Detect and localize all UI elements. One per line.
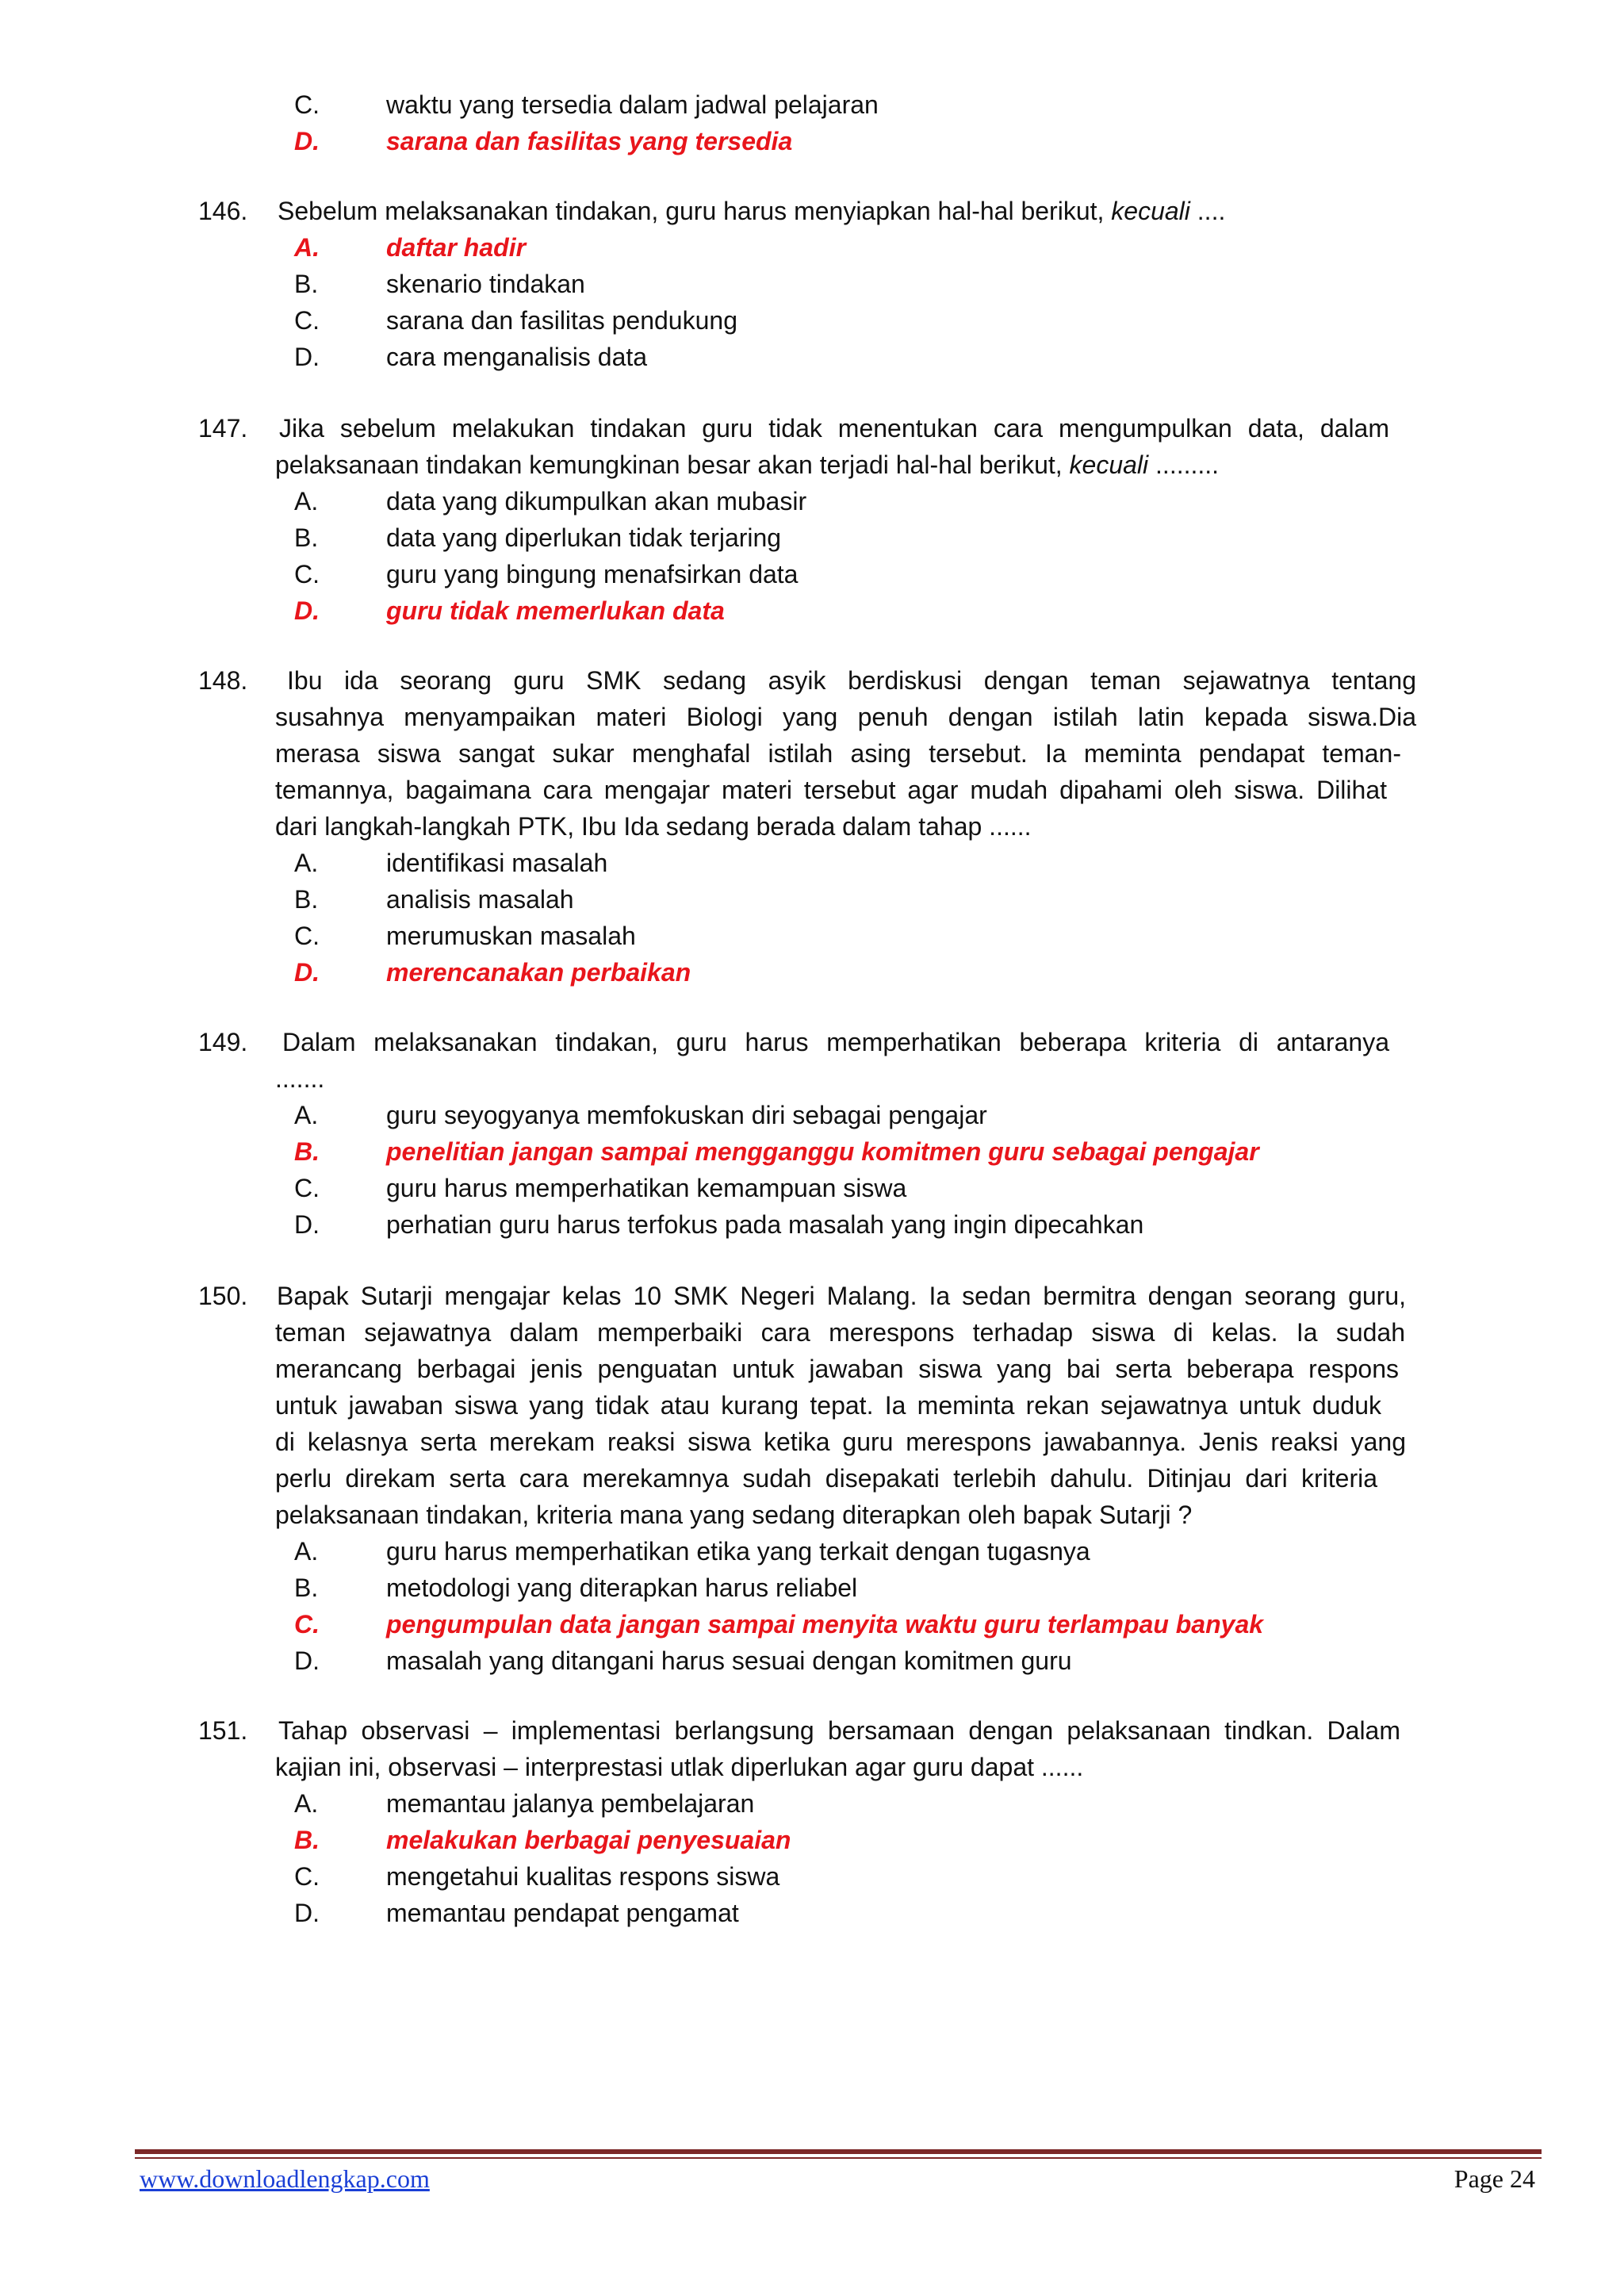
option-text: skenario tindakan [386, 270, 585, 298]
option-letter: A. [294, 233, 320, 262]
option-letter: D. [294, 127, 320, 155]
option-letter: C. [294, 922, 320, 950]
option-letter: D. [294, 958, 320, 987]
option-text: guru yang bingung menafsirkan data [386, 560, 799, 588]
option-text: sarana dan fasilitas pendukung [386, 306, 737, 335]
option-letter: D. [294, 1899, 320, 1927]
option-letter: B. [294, 523, 319, 552]
option-text: perhatian guru harus terfokus pada masalah yang ingin dipecahkan [386, 1210, 1144, 1239]
option-letter: C. [294, 560, 320, 588]
footer-website-link[interactable]: www.downloadlengkap.com [140, 2164, 430, 2193]
option-text: guru harus memperhatikan etika yang terkait dengan tugasnya [386, 1537, 1090, 1566]
option-letter: D. [294, 1210, 320, 1239]
question-line: perlu direkam serta cara merekamnya sudah disepakati terlebih dahulu. Ditinjau dari kriteria [275, 1464, 1377, 1493]
question-line: kajian ini, observasi – interprestasi utlak diperlukan agar guru dapat ...... [275, 1753, 1084, 1781]
question-number: 148. [198, 666, 248, 695]
option-letter: A. [294, 849, 319, 877]
option-letter: C. [294, 1610, 320, 1639]
option-letter: C. [294, 1174, 320, 1202]
option-text: daftar hadir [386, 233, 527, 262]
option-text: melakukan berbagai penyesuaian [386, 1826, 791, 1854]
footer-divider-thin [135, 2157, 1542, 2159]
option-text: metodologi yang diterapkan harus reliabel [386, 1573, 858, 1602]
question-line: untuk jawaban siswa yang tidak atau kurang tepat. Ia meminta rekan sejawatnya untuk duduk [275, 1391, 1381, 1420]
question-line: susahnya menyampaikan materi Biologi yang penuh dengan istilah latin kepada siswa.Dia [275, 703, 1416, 731]
question-line: pelaksanaan tindakan kemungkinan besar akan terjadi hal-hal berikut, [275, 450, 1063, 479]
option-text: analisis masalah [386, 885, 574, 914]
question-line: Bapak Sutarji mengajar kelas 10 SMK Negeri Malang. Ia sedan bermitra dengan seorang guru, [277, 1282, 1406, 1310]
option-text: memantau pendapat pengamat [386, 1899, 739, 1927]
option-letter: D. [294, 343, 320, 371]
option-text: data yang dikumpulkan akan mubasir [386, 487, 807, 516]
option-text: mengetahui kualitas respons siswa [386, 1862, 780, 1891]
option-text: masalah yang ditangani harus sesuai dengan komitmen guru [386, 1646, 1072, 1675]
question-line: pelaksanaan tindakan, kriteria mana yang sedang diterapkan oleh bapak Sutarji ? [275, 1501, 1193, 1529]
question-line: Ibu ida seorang guru SMK sedang asyik berdiskusi dengan teman sejawatnya tentang [287, 666, 1416, 695]
option-letter: D. [294, 1646, 320, 1675]
question-line: Dalam melaksanakan tindakan, guru harus memperhatikan beberapa kriteria di antaranya [282, 1028, 1389, 1056]
question-tail: .... [1197, 197, 1226, 225]
question-text [278, 195, 1225, 227]
option-text: waktu yang tersedia dalam jadwal pelajaran [386, 90, 879, 119]
option-text: guru tidak memerlukan data [386, 596, 725, 625]
option-text: guru harus memperhatikan kemampuan siswa [386, 1174, 907, 1202]
question-line: di kelasnya serta merekam reaksi siswa ketika guru merespons jawabannya. Jenis reaksi yang [275, 1428, 1406, 1456]
option-text: pengumpulan data jangan sampai menyita waktu guru terlampau banyak [386, 1610, 1264, 1639]
question-number: 146. [198, 197, 248, 225]
option-text: cara menganalisis data [386, 343, 648, 371]
question-emphasis: kecuali [1069, 450, 1149, 479]
option-text: identifikasi masalah [386, 849, 608, 877]
option-text: guru seyogyanya memfokuskan diri sebagai pengajar [386, 1101, 987, 1129]
question-line: Tahap observasi – implementasi berlangsung bersamaan dengan pelaksanaan tindkan. Dalam [278, 1716, 1400, 1745]
option-text: memantau jalanya pembelajaran [386, 1789, 755, 1818]
question-number: 150. [198, 1282, 248, 1310]
question-number: 151. [198, 1716, 248, 1745]
footer-divider [135, 2149, 1542, 2154]
option-text: sarana dan fasilitas yang tersedia [386, 127, 793, 155]
question-tail: ......... [1155, 450, 1220, 479]
option-letter: B. [294, 1826, 320, 1854]
option-letter: B. [294, 1137, 320, 1166]
option-letter: A. [294, 487, 319, 516]
question-line: temannya, bagaimana cara mengajar materi tersebut agar mudah dipahami oleh siswa. Dilihat [275, 776, 1387, 804]
option-text: merumuskan masalah [386, 922, 636, 950]
question-text [275, 449, 1219, 481]
option-text: penelitian jangan sampai mengganggu komitmen guru sebagai pengajar [386, 1137, 1259, 1166]
question-line: dari langkah-langkah PTK, Ibu Ida sedang berada dalam tahap ...... [275, 812, 1032, 841]
option-letter: D. [294, 596, 320, 625]
question-line: Jika sebelum melakukan tindakan guru tidak menentukan cara mengumpulkan data, dalam [279, 414, 1389, 443]
page-number: Page 24 [1454, 2164, 1535, 2193]
question-line: Sebelum melaksanakan tindakan, guru harus menyiapkan hal-hal berikut, [278, 197, 1105, 225]
question-number: 147. [198, 414, 248, 443]
question-line: merasa siswa sangat sukar menghafal istilah asing tersebut. Ia meminta pendapat teman- [275, 739, 1401, 768]
question-line: ....... [275, 1064, 325, 1093]
option-letter: A. [294, 1101, 319, 1129]
option-letter: A. [294, 1789, 319, 1818]
option-letter: B. [294, 270, 319, 298]
option-letter: C. [294, 90, 320, 119]
question-emphasis: kecuali [1111, 197, 1190, 225]
option-text: data yang diperlukan tidak terjaring [386, 523, 782, 552]
option-letter: C. [294, 1862, 320, 1891]
option-letter: B. [294, 885, 319, 914]
question-line: teman sejawatnya dalam memperbaiki cara merespons terhadap siswa di kelas. Ia sudah [275, 1318, 1405, 1347]
option-letter: C. [294, 306, 320, 335]
question-number: 149. [198, 1028, 248, 1056]
question-line: merancang berbagai jenis penguatan untuk jawaban siswa yang bai serta beberapa respons [275, 1355, 1399, 1383]
option-text: merencanakan perbaikan [386, 958, 691, 987]
option-letter: B. [294, 1573, 319, 1602]
option-letter: A. [294, 1537, 319, 1566]
